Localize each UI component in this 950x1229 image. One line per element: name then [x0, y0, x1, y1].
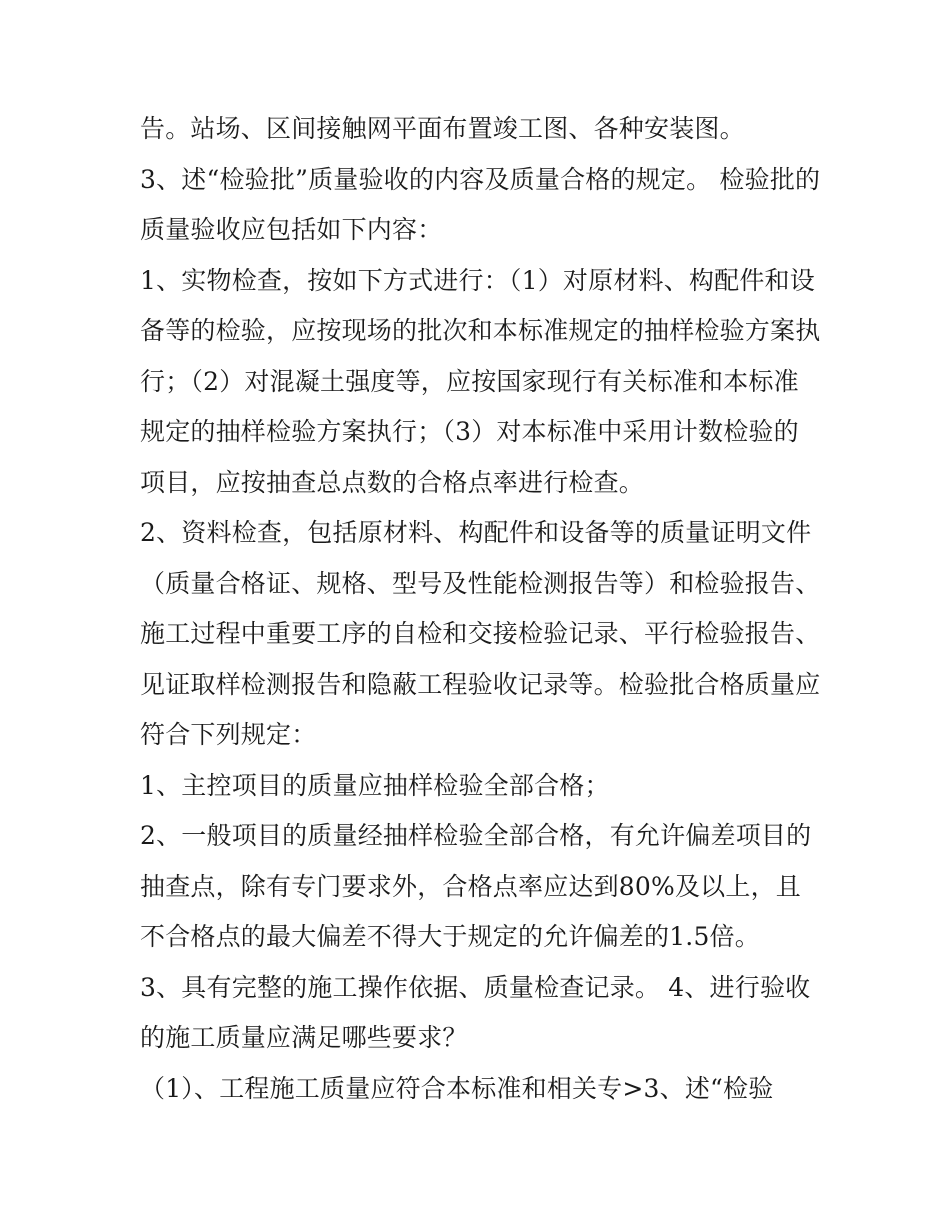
text-line: 3、述“检验批”质量验收的内容及质量合格的规定。 检验批的 [140, 164, 821, 194]
text-line: （1）、工程施工质量应符合本标准和相关专>3、述“检验 [140, 1073, 774, 1103]
text-line: 1、实物检查，按如下方式进行：（1）对原材料、构配件和设 [140, 265, 815, 295]
text-line: 符合下列规定： [140, 720, 317, 749]
text-line: 项目，应按抽查总点数的合格点率进行检查。 [140, 467, 645, 497]
text-line: 行；（2）对混凝土强度等，应按国家现行有关标准和本标准 [140, 366, 799, 396]
text-line: 1、主控项目的质量应抽样检验全部合格； [140, 770, 610, 800]
document-body [140, 104, 830, 1114]
text-line: 质量验收应包括如下内容： [140, 215, 443, 244]
text-line: 规定的抽样检验方案执行；（3）对本标准中采用计数检验的 [140, 417, 799, 446]
text-line: 告。站场、区间接触网平面布置竣工图、各种安装图。 [140, 114, 745, 143]
text-line: 2、一般项目的质量经抽样检验全部合格，有允许偏差项目的 [140, 821, 812, 850]
text-line: 施工过程中重要工序的自检和交接检验记录、平行检验报告、 [140, 619, 821, 648]
text-line: 2、资料检查，包括原材料、构配件和设备等的质量证明文件 [140, 518, 812, 547]
text-line: （质量合格证、规格、型号及性能检测报告等）和检验报告、 [140, 568, 821, 598]
text-line: 的施工质量应满足哪些要求？ [140, 1023, 468, 1052]
text-line: 备等的检验，应按现场的批次和本标准规定的抽样检验方案执 [140, 316, 821, 345]
text-line: 见证取样检测报告和隐蔽工程验收记录等。检验批合格质量应 [140, 669, 821, 699]
text-line: 3、具有完整的施工操作依据、质量检查记录。 4、进行验收 [140, 972, 811, 1002]
text-line: 抽查点，除有专门要求外，合格点率应达到80%及以上，且 [140, 871, 801, 901]
text-line: 不合格点的最大偏差不得大于规定的允许偏差的1.5倍。 [140, 922, 760, 951]
